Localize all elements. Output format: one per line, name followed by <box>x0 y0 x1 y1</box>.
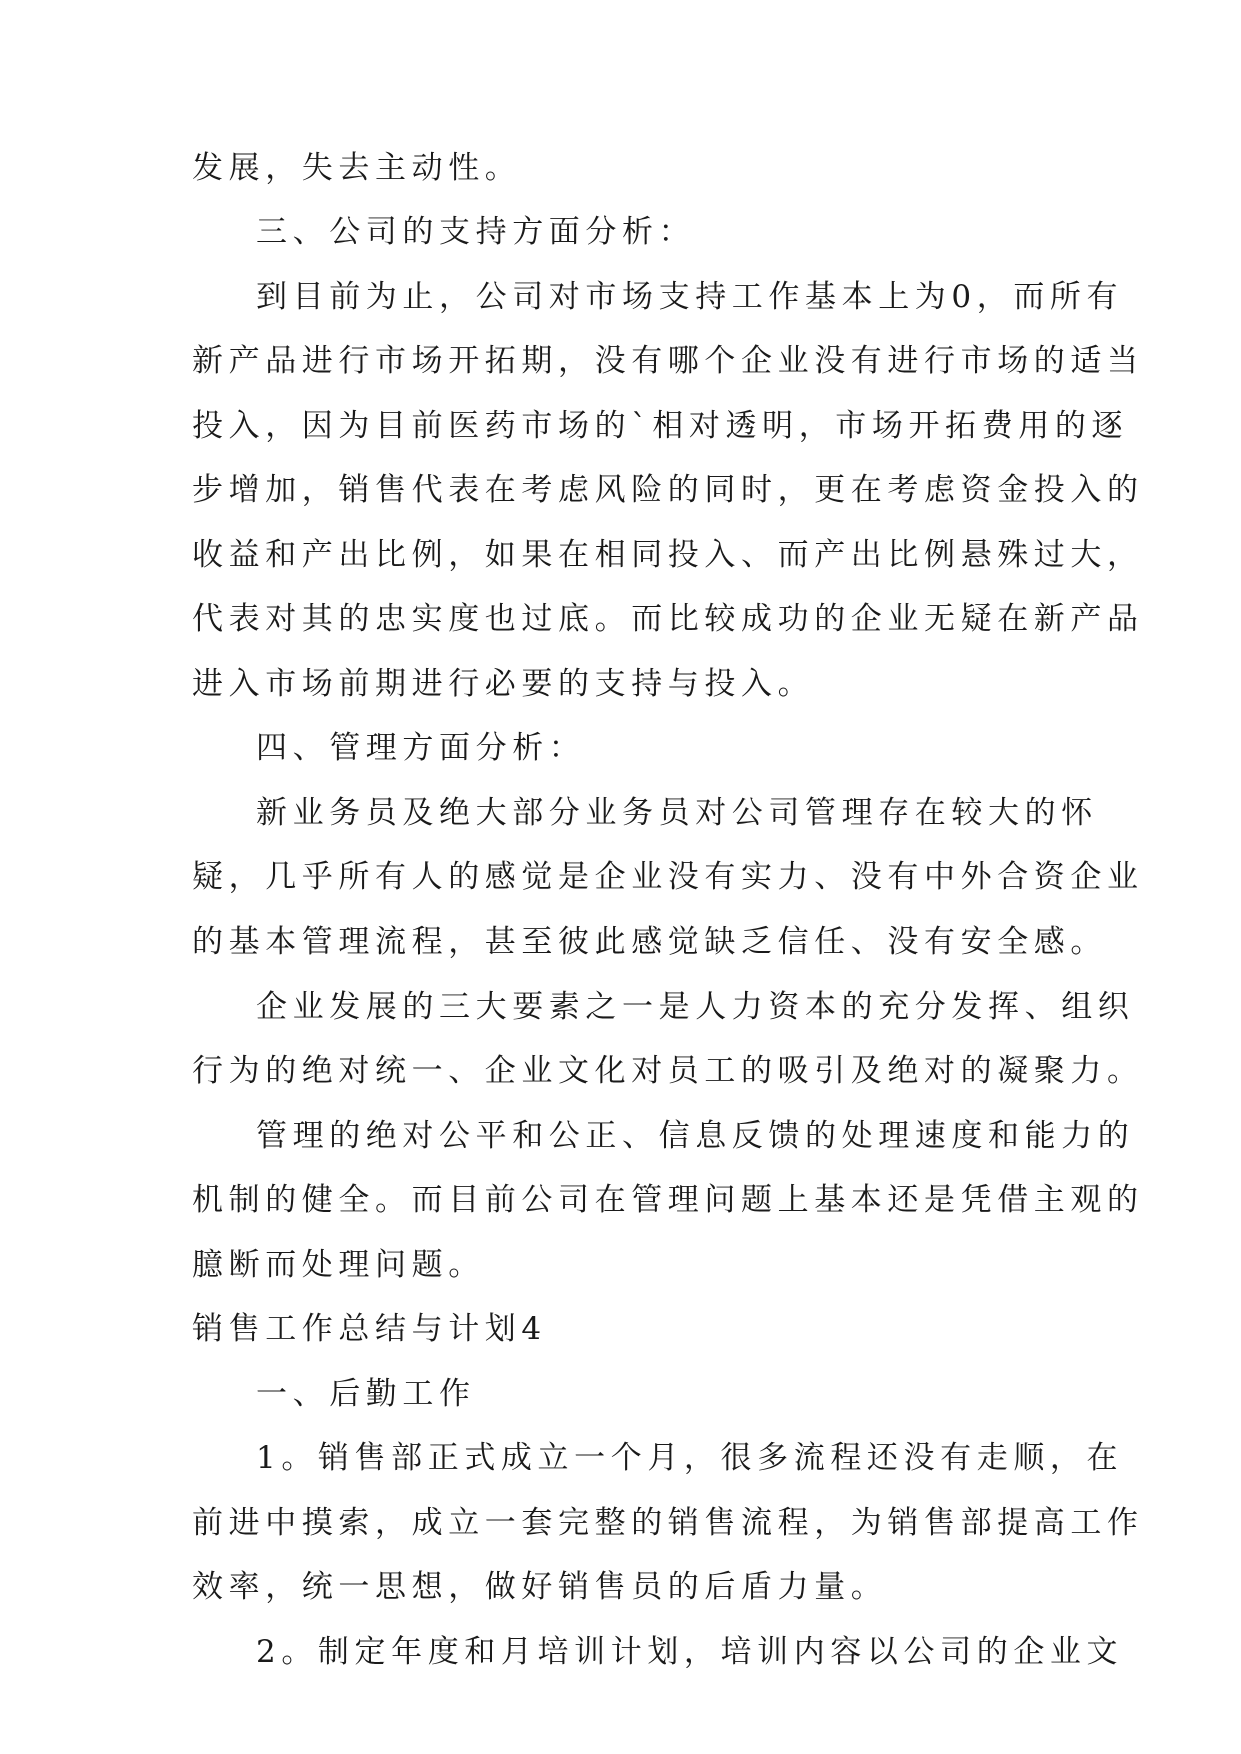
text-line: 发展，失去主动性。 <box>192 150 522 186</box>
text-line: 企业发展的三大要素之一是人力资本的充分发挥、组织 <box>256 989 1135 1025</box>
text-line: 到目前为止，公司对市场支持工作基本上为0，而所有 <box>256 279 1124 315</box>
text-line: 效率，统一思想，做好销售员的后盾力量。 <box>192 1569 888 1605</box>
text-line: 收益和产出比例，如果在相同投入、而产出比例悬殊过大， <box>192 537 1144 573</box>
text-line: 的基本管理流程，甚至彼此感觉缺乏信任、没有安全感。 <box>192 924 1107 960</box>
text-line: 投入，因为目前医药市场的`相对透明，市场开拓费用的逐 <box>192 408 1129 444</box>
text-line: 前进中摸索，成立一套完整的销售流程，为销售部提高工作 <box>192 1505 1144 1541</box>
text-line: 2。制定年度和月培训计划，培训内容以公司的企业文 <box>256 1634 1124 1670</box>
text-line: 步增加，销售代表在考虑风险的同时，更在考虑资金投入的 <box>192 472 1144 508</box>
section-heading-4: 四、管理方面分析： <box>256 730 586 766</box>
section-heading-3: 三、公司的支持方面分析： <box>256 214 696 250</box>
text-line: 疑，几乎所有人的感觉是企业没有实力、没有中外合资企业 <box>192 859 1144 895</box>
text-line: 臆断而处理问题。 <box>192 1247 485 1283</box>
text-line: 代表对其的忠实度也过底。而比较成功的企业无疑在新产品 <box>192 601 1144 637</box>
text-line: 管理的绝对公平和公正、信息反馈的处理速度和能力的 <box>256 1118 1135 1154</box>
section-heading-1: 一、后勤工作 <box>256 1376 476 1412</box>
text-line: 机制的健全。而目前公司在管理问题上基本还是凭借主观的 <box>192 1182 1144 1218</box>
text-line: 1。销售部正式成立一个月，很多流程还没有走顺，在 <box>256 1440 1124 1476</box>
text-line: 行为的绝对统一、企业文化对员工的吸引及绝对的凝聚力。 <box>192 1053 1144 1089</box>
document-title: 销售工作总结与计划4 <box>192 1311 547 1347</box>
text-line: 新产品进行市场开拓期，没有哪个企业没有进行市场的适当 <box>192 343 1144 379</box>
text-line: 进入市场前期进行必要的支持与投入。 <box>192 666 815 702</box>
text-line: 新业务员及绝大部分业务员对公司管理存在较大的怀 <box>256 795 1098 831</box>
